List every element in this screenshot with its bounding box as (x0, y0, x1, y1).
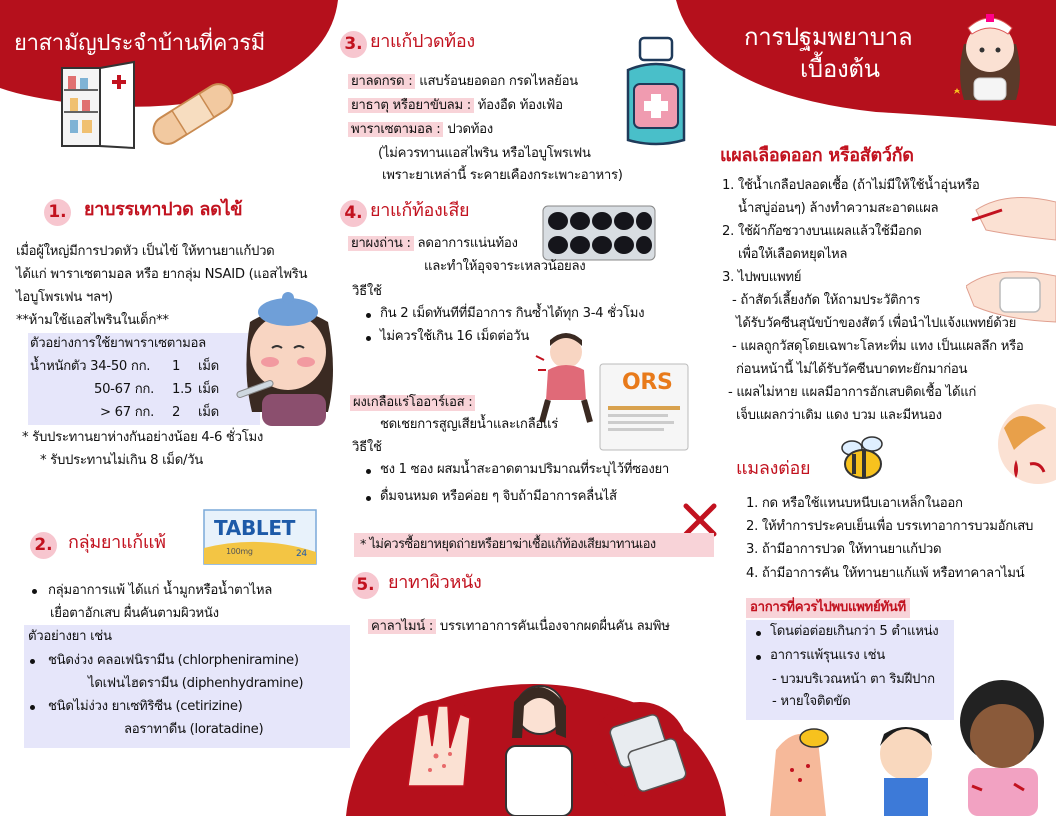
sec4-bullet-3 (366, 469, 371, 474)
bleed-detail-3: - แผลไม่หาย แผลมีอาการอักเสบติดเชื้อ ได้แก่ (728, 385, 977, 400)
bleed-detail-3b: เจ็บแผลกว่าเดิม แดง บวม และมีหนอง (736, 408, 942, 423)
sec3-number: 3. (340, 31, 367, 58)
sec3-row2-label: ยาธาตุ หรือยาขับลม : (348, 98, 474, 113)
sec1-row2-b: 1.5 (172, 382, 193, 397)
sec1-title: ยาบรรเทาปวด ลดไข้ (84, 199, 243, 220)
sec4-how-2: ไม่ควรใช้เกิน 16 เม็ดต่อวัน (380, 329, 530, 344)
sec5-title: ยาทาผิวหนัง (388, 572, 482, 593)
sec3-row1-label: ยาลดกรด : (348, 74, 415, 89)
sec3-row3 (348, 122, 493, 138)
sec2-item-1: ชนิดง่วง คลอเฟนิรามีน (chlorpheniramine) (48, 653, 299, 668)
sec4-row1-text: ลดอาการแน่นท้อง (413, 236, 518, 251)
sec1-note-1: * รับประทานยาห่างกันอย่างน้อย 4-6 ชั่วโมง (22, 430, 264, 445)
sec5-row1 (368, 619, 670, 635)
wound-drop-illustration (990, 398, 1056, 488)
urgent-line-1: โดนต่อต่อยเกินกว่า 5 ตำแหน่ง (770, 624, 939, 639)
sec5-row1-label: คาลาไมน์ : (368, 619, 436, 634)
bandage-icon (145, 78, 241, 150)
sec4-bullet-1 (366, 313, 371, 318)
urgent-bullet-2 (756, 655, 761, 660)
insect-line-2: 2. ให้ทำการประคบเย็นเพื่อ บรรเทาอาการบวมอักเสบ (746, 519, 1034, 534)
sec4-row1-text2: และทำให้อุจจาระเหลวน้อยลง (424, 259, 586, 274)
sec2-text-1: กลุ่มอาการแพ้ ได้แก่ น้ำมูกหรือน้ำตาไหล (48, 583, 273, 598)
sec2-item-1b: ไดเฟนไฮดรามีน (diphenhydramine) (88, 676, 304, 691)
sec2-text-1b: เยื่อตาอักเสบ ผื่นคันตามผิวหนัง (50, 606, 219, 621)
bleed-line-1: 1. ใช้น้ำเกลือปลอดเชื้อ (ถ้าไม่มีให้ใช้น้ำอุ่นหรือ (722, 178, 980, 193)
bleed-title: แผลเลือดออก หรือสัตว์กัด (720, 145, 914, 166)
sec1-row3-a: > 67 กก. (100, 405, 154, 420)
sec2-example-title: ตัวอย่างยา เช่น (28, 629, 112, 644)
sec5-number: 5. (352, 572, 379, 599)
right-header-title-1: การปฐมพยาบาล (744, 23, 913, 51)
sec3-row2-text: ท้องอืด ท้องเฟ้อ (473, 98, 563, 113)
sec1-text-2: ได้แก่ พาราเซตามอล หรือ ยากลุ่ม NSAID (แอสไพริน (16, 267, 308, 282)
medicine-cabinet-icon (60, 60, 140, 150)
nurse-girl-illustration (950, 4, 1030, 104)
tablet-box-label: TABLET (214, 516, 296, 540)
sec1-row1-a: น้ำหนักตัว 34-50 กก. (30, 359, 151, 374)
sec2-item-2b: ลอราทาดีน (loratadine) (124, 722, 264, 737)
left-header-title: ยาสามัญประจำบ้านที่ควรมี (14, 31, 265, 56)
insect-line-4: 4. ถ้ามีอาการคัน ให้ทานยาแก้แพ้ หรือทาคาลาไมน์ (746, 566, 1025, 581)
sec1-number: 1. (44, 199, 71, 226)
sec1-text-3: ไอบูโพรเฟน ฯลฯ) (16, 290, 113, 305)
urgent-bullet-1 (756, 631, 761, 636)
sec1-note-2: * รับประทานไม่เกิน 8 เม็ด/วัน (40, 453, 203, 468)
sec2-bullet-1 (32, 589, 37, 594)
sec1-row1-c: เม็ด (198, 359, 219, 374)
sec4-how-1: กิน 2 เม็ดทันทีที่มีอาการ กินซ้ำได้ทุก 3-4 ชั่วโมง (380, 306, 645, 321)
sec1-warning: **ห้ามใช้แอสไพรินในเด็ก** (16, 313, 169, 328)
sec2-bullet-3 (30, 705, 35, 710)
right-header-title-2: เบื้องต้น (800, 55, 880, 83)
sec4-warning: * ไม่ควรซื้อยาหยุดถ่ายหรือยาฆ่าเชื้อแก้ท้องเสียมาทานเอง (360, 537, 656, 552)
bleed-detail-1: - ถ้าสัตว์เลี้ยงกัด ให้ถามประวัติการ (732, 293, 920, 308)
sec3-note-2: เพราะยาเหล่านี้ ระคายเคืองกระเพาะอาหาร) (382, 168, 623, 183)
ors-label: ผงเกลือแร่โออาร์เอส : (350, 395, 475, 411)
sec4-bullet-4 (366, 496, 371, 501)
sec3-note-1: (ไม่ควรทานแอสไพริน หรือไอบูโพรเฟน (378, 146, 591, 161)
bleed-line-2: 2. ใช้ผ้าก๊อซวางบนแผลแล้วใช้มือกด (722, 224, 922, 239)
tablet-box-count: 24 (296, 549, 307, 559)
sec3-row2 (348, 98, 563, 114)
ors-text: ชดเชยการสูญเสียน้ำและเกลือแร่ (380, 417, 559, 432)
bleed-detail-2b: ก่อนหน้านี้ ไม่ได้รับวัคซีนบาดทะยักมาก่อน (736, 362, 968, 377)
sec5-row1-text: บรรเทาอาการคันเนื่องจากผดผื่นคัน ลมพิษ (436, 619, 670, 634)
bleed-line-3: 3. ไปพบแพทย์ (722, 270, 802, 285)
insect-line-3: 3. ถ้ามีอาการปวด ให้ทานยาแก้ปวด (746, 542, 942, 557)
tablet-box-dose: 100mg (226, 547, 253, 556)
insect-line-1: 1. กด หรือใช้แหนบหนีบเอาเหล็กในออก (746, 496, 963, 511)
bleed-detail-2: - แผลถูกวัสดุโดยเฉพาะโลหะทิ่ม แทง เป็นแผลลึก หรือ (732, 339, 1024, 354)
sec4-how-4: ดื่มจนหมด หรือค่อย ๆ จิบถ้ามีอาการคลื่นไส้ (380, 489, 617, 504)
sec4-how-3: ชง 1 ซอง ผสมน้ำสะอาดตามปริมาณที่ระบุไว้ที่ซองยา (380, 462, 670, 477)
sec3-row1-text: แสบร้อนยอดอก กรดไหลย้อน (415, 74, 578, 89)
sec1-row2-c: เม็ด (198, 382, 219, 397)
sec3-row3-label: พาราเซตามอล : (348, 122, 443, 137)
sec4-title: ยาแก้ท้องเสีย (370, 200, 470, 221)
sec4-how-label: วิธีใช้ (352, 284, 382, 299)
sec3-row1 (348, 74, 578, 90)
insect-sting-kids-illustration (766, 650, 1056, 816)
bleed-line-2b: เพื่อให้เลือดหยุดไหล (738, 247, 848, 262)
sec1-example-title: ตัวอย่างการใช้ยาพาราเซตามอล (30, 336, 206, 351)
sec1-text-1: เมื่อผู้ใหญ่มีการปวดหัว เป็นไข้ ให้ทานยาแก้ปวด (16, 244, 275, 259)
sec1-row2-a: 50-67 กก. (94, 382, 154, 397)
bee-icon (838, 432, 888, 484)
bleed-detail-1b: ได้รับวัคซีนสุนัขบ้าของสัตว์ เพื่อนำไปแจ้งแพทย์ด้วย (736, 316, 1017, 331)
skin-rash-illustration (346, 646, 726, 816)
sec4-bullet-2 (366, 336, 371, 341)
sec2-number: 2. (30, 532, 57, 559)
sec1-row1-b: 1 (172, 359, 181, 374)
sec3-title: ยาแก้ปวดท้อง (370, 31, 475, 52)
insect-title: แมลงต่อย (736, 458, 811, 479)
sec4-number: 4. (340, 200, 367, 227)
sec4-row1-label: ยาผงถ่าน : (348, 236, 414, 251)
ors-packet-brand: ORS (622, 370, 673, 395)
bleed-line-1b: น้ำสบู่อ่อนๆ) ล้างทำความสะอาดแผล (738, 201, 939, 216)
urgent-title: อาการที่ควรไปพบแพทย์ทันที (746, 598, 910, 618)
sec1-row3-b: 2 (172, 405, 181, 420)
urgent-line-2: อาการแพ้รุนแรง เช่น (770, 648, 885, 663)
bandaged-hand-illustration (966, 190, 1056, 340)
sec2-title: กลุ่มยาแก้แพ้ (68, 532, 166, 553)
sec4-how2-label: วิธีใช้ (352, 440, 382, 455)
sec2-item-2: ชนิดไม่ง่วง ยาเซทิริซีน (cetirizine) (48, 699, 243, 714)
stomachache-girl-illustration (532, 330, 600, 426)
charcoal-pills-icon (542, 205, 656, 261)
medicine-bottle-icon (620, 36, 692, 148)
sick-girl-illustration (232, 282, 340, 432)
sec4-row1 (348, 236, 518, 252)
urgent-line-2b: - หายใจติดขัด (772, 694, 851, 709)
urgent-line-2a: - บวมบริเวณหน้า ตา ริมฝีปาก (772, 672, 935, 687)
sec3-row3-text: ปวดท้อง (443, 122, 493, 137)
sec2-bullet-2 (30, 659, 35, 664)
sec1-row3-c: เม็ด (198, 405, 219, 420)
